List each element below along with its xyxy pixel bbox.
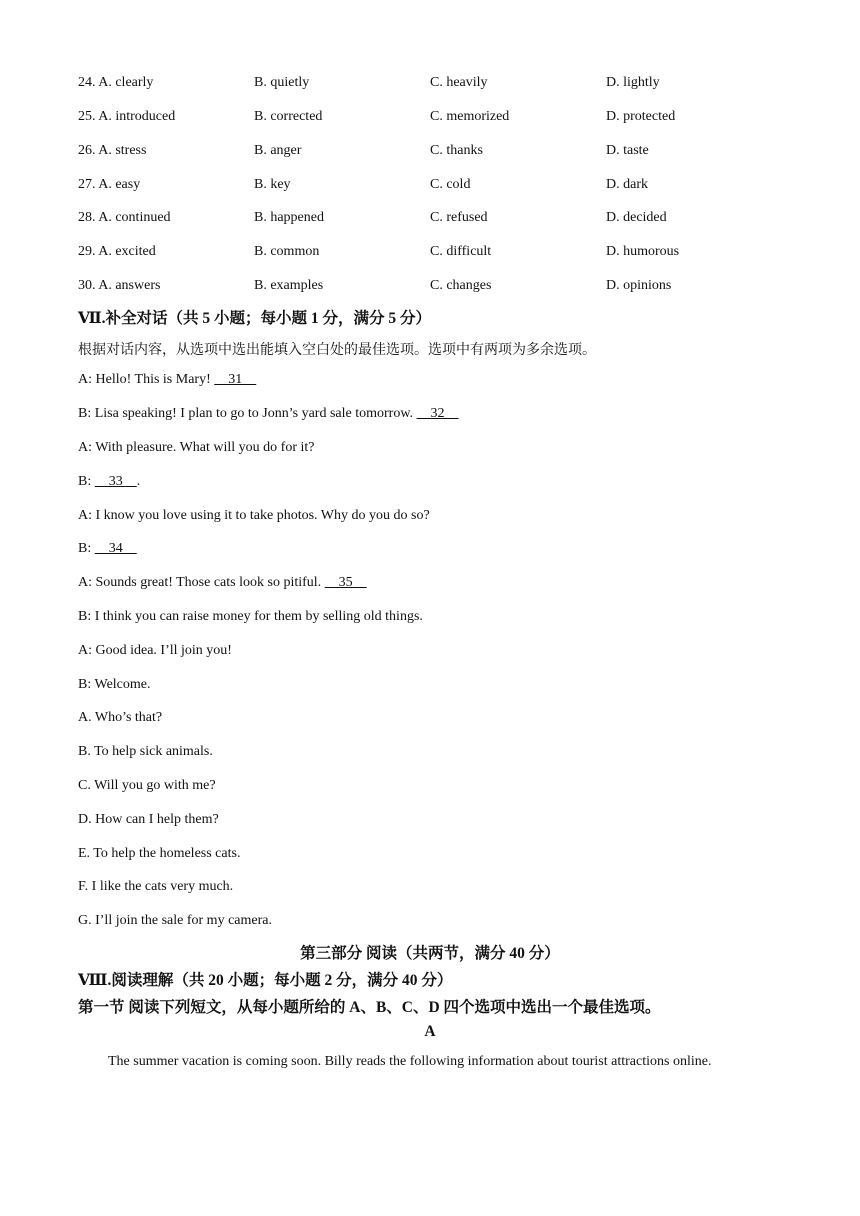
dialogue-line-6: B: 34 (78, 541, 137, 556)
option-row-24 (78, 75, 778, 95)
option-row-26 (78, 143, 778, 163)
passage-label: A (424, 1023, 436, 1040)
option-a: 26. A. stress (78, 143, 147, 158)
dialogue-line-5: A: I know you love using it to take photos. Why do you do so? (78, 508, 430, 523)
option-c: C. thanks (430, 143, 483, 158)
option-a: 30. A. answers (78, 278, 161, 293)
passage-intro: The summer vacation is coming soon. Billy reads the following information about tourist attractions online. (108, 1054, 712, 1069)
option-c: C. cold (430, 177, 471, 192)
choice-e: E. To help the homeless cats. (78, 846, 241, 861)
subsection-1-instruction: 第一节 阅读下列短文，从每小题所给的 A、B、C、D 四个选项中选出一个最佳选项。 (78, 999, 661, 1016)
blank-35[interactable]: 35 (324, 575, 367, 590)
option-row-27 (78, 177, 778, 197)
option-row-25 (78, 109, 778, 129)
dialogue-line-10: B: Welcome. (78, 677, 151, 692)
option-b: B. happened (254, 210, 324, 225)
option-d: D. lightly (606, 75, 660, 90)
option-a: 25. A. introduced (78, 109, 176, 124)
option-b: B. examples (254, 278, 324, 293)
dialogue-line-8: B: I think you can raise money for them by selling old things. (78, 609, 423, 624)
option-d: D. protected (606, 109, 676, 124)
option-d: D. opinions (606, 278, 672, 293)
section-7-title: Ⅶ.补全对话（共 5 小题；每小题 1 分，满分 5 分） (78, 310, 432, 327)
dialogue-line-7: A: Sounds great! Those cats look so pitiful. 35 (78, 575, 367, 590)
option-d: D. humorous (606, 244, 680, 259)
dialogue-line-9: A: Good idea. I’ll join you! (78, 643, 232, 658)
choice-g: G. I’ll join the sale for my camera. (78, 913, 272, 928)
option-c: C. difficult (430, 244, 492, 259)
option-d: D. taste (606, 143, 649, 158)
dialogue-line-1: A: Hello! This is Mary! 31 (78, 372, 257, 387)
choice-c: C. Will you go with me? (78, 778, 216, 793)
section-7-instruction: 根据对话内容，从选项中选出能填入空白处的最佳选项。选项中有两项为多余选项。 (78, 343, 596, 358)
dialogue-line-3: A: With pleasure. What will you do for it? (78, 440, 315, 455)
option-b: B. anger (254, 143, 302, 158)
option-d: D. decided (606, 210, 667, 225)
option-c: C. heavily (430, 75, 488, 90)
dialogue-line-4: B: 33 . (78, 474, 141, 489)
part-3-title: 第三部分 阅读（共两节，满分 40 分） (300, 945, 560, 962)
option-b: B. quietly (254, 75, 310, 90)
option-row-28 (78, 210, 778, 230)
blank-34[interactable]: 34 (94, 541, 137, 556)
option-row-30 (78, 278, 778, 298)
blank-33[interactable]: 33 (94, 474, 137, 489)
blank-31[interactable]: 31 (214, 372, 257, 387)
option-row-29 (78, 244, 778, 264)
option-a: 27. A. easy (78, 177, 141, 192)
option-a: 29. A. excited (78, 244, 156, 259)
choice-f: F. I like the cats very much. (78, 879, 234, 894)
option-b: B. key (254, 177, 291, 192)
blank-32[interactable]: 32 (416, 406, 459, 421)
option-c: C. changes (430, 278, 492, 293)
option-a: 28. A. continued (78, 210, 171, 225)
option-c: C. refused (430, 210, 488, 225)
choice-b: B. To help sick animals. (78, 744, 213, 759)
option-b: B. corrected (254, 109, 323, 124)
option-a: 24. A. clearly (78, 75, 154, 90)
option-d: D. dark (606, 177, 648, 192)
option-c: C. memorized (430, 109, 510, 124)
section-8-title: Ⅷ.阅读理解（共 20 小题；每小题 2 分，满分 40 分） (78, 972, 453, 989)
option-b: B. common (254, 244, 320, 259)
choice-d: D. How can I help them? (78, 812, 219, 827)
dialogue-line-2: B: Lisa speaking! I plan to go to Jonn’s yard sale tomorrow. 32 (78, 406, 459, 421)
choice-a: A. Who’s that? (78, 710, 163, 725)
